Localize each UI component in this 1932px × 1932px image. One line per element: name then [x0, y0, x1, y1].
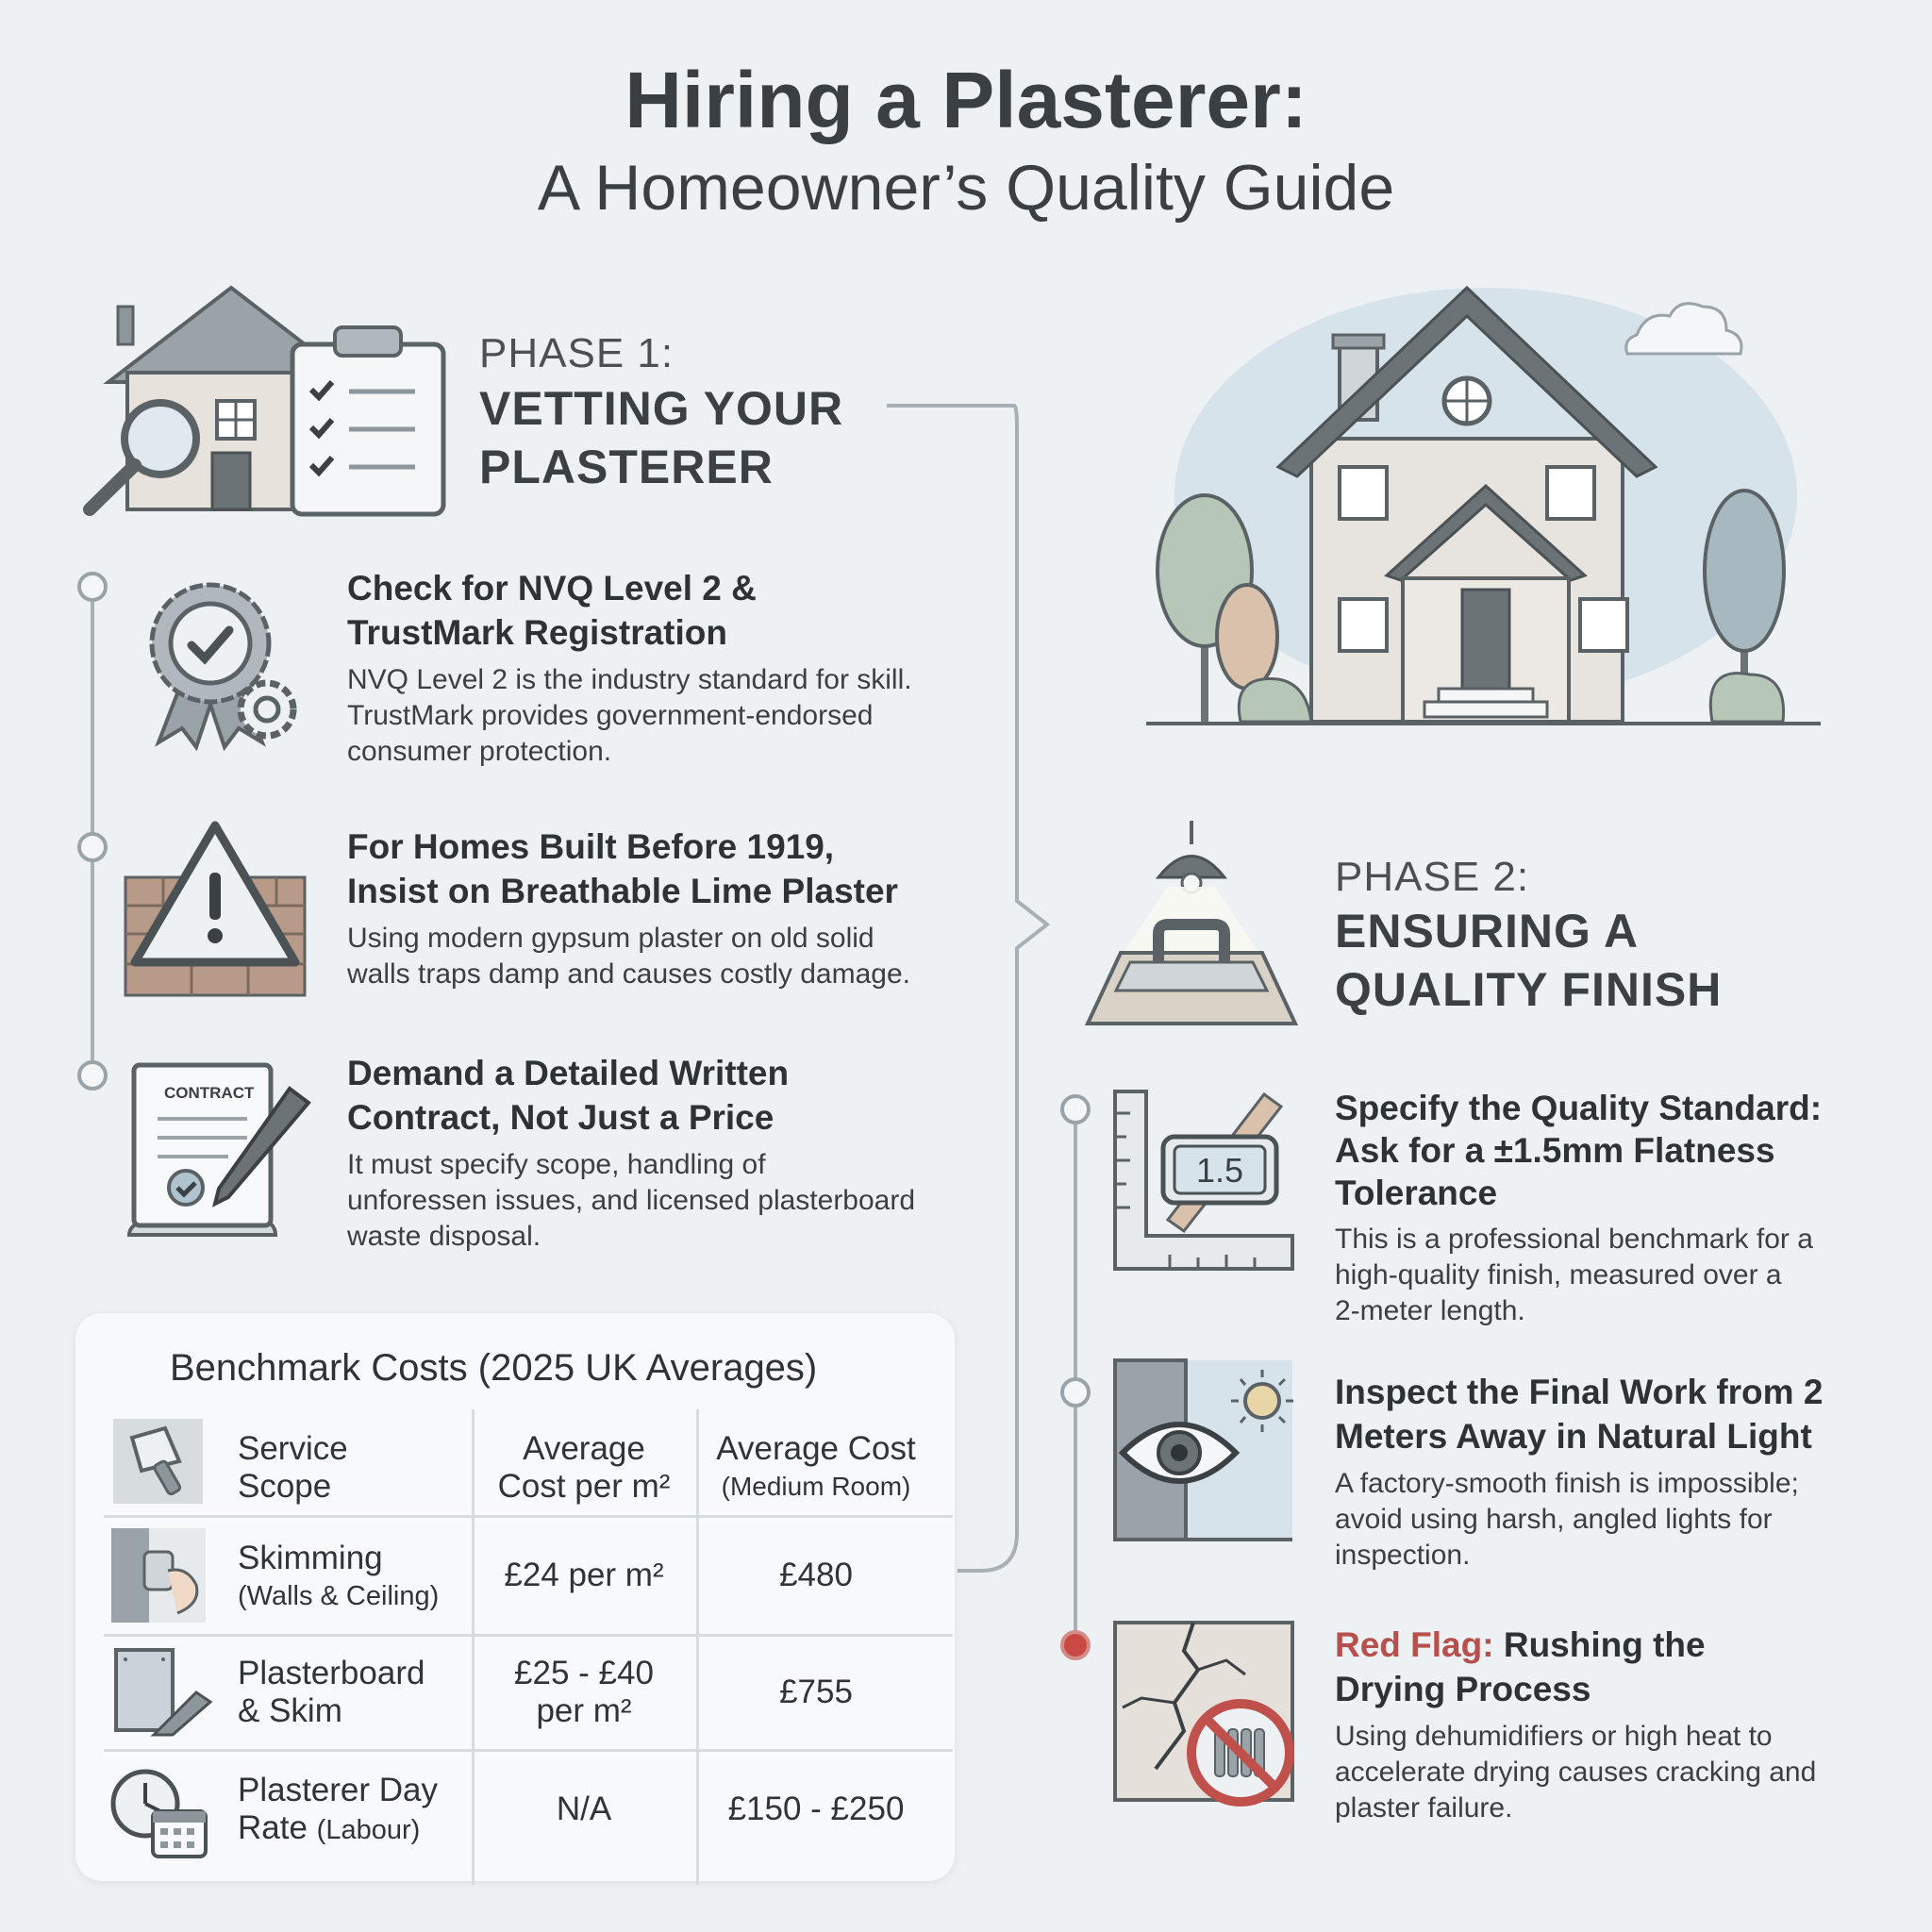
row-text: Plasterer Day	[238, 1772, 439, 1808]
row-text: per m²	[536, 1692, 632, 1729]
item-desc-line: 2-meter length.	[1335, 1295, 1525, 1326]
item-title-line: Ask for a ±1.5mm Flatness	[1335, 1131, 1775, 1170]
item-title-line: Demand a Detailed Written	[347, 1054, 790, 1092]
lamp-trowel-icon	[1083, 821, 1300, 1028]
item-title-line: Insist on Breathable Lime Plaster	[347, 872, 898, 910]
page-subtitle: A Homeowner’s Quality Guide	[537, 152, 1395, 224]
row-text: (Walls & Ceiling)	[238, 1581, 440, 1611]
phase1-title	[479, 379, 843, 496]
row-text: (Labour)	[316, 1815, 421, 1845]
item-desc-line: NVQ Level 2 is the industry standard for skill.	[347, 664, 912, 695]
phase2-title	[1335, 902, 1722, 1019]
row-text: Plasterboard	[238, 1655, 425, 1691]
timeline-dot	[77, 832, 108, 862]
cracked-wall-no-heater-icon	[1113, 1621, 1302, 1805]
item-desc-line: This is a professional benchmark for a	[1335, 1224, 1813, 1255]
item-title-line: For Homes Built Before 1919,	[347, 827, 835, 866]
row-skimming-name	[238, 1540, 439, 1615]
item-title-line: Check for NVQ Level 2 &	[347, 569, 757, 608]
item-desc-line: inspection.	[1335, 1540, 1471, 1571]
phase2-title-line2: QUALITY FINISH	[1335, 963, 1723, 1016]
item-desc-line: It must specify scope, handling of	[347, 1149, 766, 1180]
trowel-icon	[113, 1419, 208, 1504]
item-title-line: Specify the Quality Standard:	[1335, 1089, 1823, 1127]
timeline-dot	[1060, 1094, 1091, 1124]
clock-calendar-icon	[108, 1766, 211, 1860]
item-desc-line: TrustMark provides government-endorsed	[347, 700, 874, 731]
row-divider	[104, 1749, 953, 1752]
contract-pen-icon	[125, 1060, 313, 1244]
timeline-dot	[77, 572, 108, 602]
contract-label: CONTRACT	[164, 1084, 255, 1102]
row-skimming-m2: £24 per m²	[504, 1557, 664, 1593]
item-title-line: Contract, Not Just a Price	[347, 1098, 774, 1137]
phase1-item-3	[347, 1051, 989, 1255]
header-text: Service	[238, 1430, 348, 1467]
row-plasterboard-m2	[472, 1655, 696, 1730]
certified-badge-gear-icon	[140, 577, 309, 747]
row-text: Rate	[238, 1809, 317, 1846]
house-checklist-magnifier-icon	[80, 278, 458, 524]
item-desc-line: unforessen issues, and licensed plasterboard	[347, 1185, 916, 1216]
timeline-dot	[1060, 1377, 1091, 1407]
header-avg-room	[698, 1430, 934, 1506]
item-desc-line: A factory-smooth finish is impossible;	[1335, 1468, 1799, 1499]
row-text: Skimming	[238, 1540, 383, 1576]
timeline-dot	[77, 1060, 108, 1091]
row-plasterboard-name	[238, 1655, 425, 1730]
item-title-line: Tolerance	[1335, 1174, 1498, 1212]
row-divider	[104, 1515, 953, 1518]
item-desc-line: Using modern gypsum plaster on old solid	[347, 923, 874, 954]
header-service	[238, 1430, 348, 1506]
row-dayrate-room: £150 - £250	[727, 1790, 905, 1827]
row-plasterboard-room: £755	[779, 1674, 853, 1710]
phase2-title-line1: ENSURING A	[1335, 905, 1640, 958]
phase1-item-2	[347, 824, 989, 992]
phase2-item-3	[1335, 1623, 1901, 1826]
level-ruler-icon	[1113, 1090, 1302, 1274]
warning-brick-wall-icon	[125, 821, 314, 1000]
row-dayrate-name	[238, 1772, 438, 1849]
header-text: (Medium Room)	[721, 1472, 911, 1501]
item-desc-line: high-quality finish, measured over a	[1335, 1259, 1782, 1291]
item-title-line: Rushing the	[1493, 1625, 1706, 1664]
phase1-title-line2: PLASTERER	[479, 441, 774, 493]
benchmark-costs-card	[75, 1313, 955, 1881]
header-text: Average Cost	[716, 1430, 916, 1467]
item-desc-line: walls traps damp and causes costly damage.	[347, 958, 910, 990]
row-skimming-room: £480	[779, 1557, 853, 1593]
phase2-item-2	[1335, 1370, 1901, 1574]
item-desc-line: avoid using harsh, angled lights for	[1335, 1504, 1773, 1535]
plasterboard-trowel-icon	[111, 1645, 215, 1740]
phase2-kicker: PHASE 2:	[1335, 854, 1530, 900]
phase1-kicker: PHASE 1:	[479, 330, 675, 376]
item-title-line: Meters Away in Natural Light	[1335, 1417, 1812, 1456]
red-flag-label: Red Flag:	[1335, 1625, 1494, 1664]
row-dayrate-m2: N/A	[556, 1790, 612, 1827]
page-title: Hiring a Plasterer:	[625, 56, 1307, 144]
header-text: Average	[523, 1430, 645, 1467]
item-desc-line: accelerate drying causes cracking and	[1335, 1757, 1817, 1788]
skimming-hand-icon	[111, 1528, 206, 1623]
row-text: & Skim	[238, 1692, 342, 1729]
house-illustration-icon	[1146, 278, 1821, 726]
timeline-red-dot	[1060, 1630, 1091, 1660]
item-title-line: Inspect the Final Work from 2	[1335, 1373, 1824, 1411]
phase1-title-line1: VETTING YOUR	[479, 382, 844, 435]
item-desc-line: plaster failure.	[1335, 1792, 1513, 1824]
level-readout: 1.5	[1195, 1151, 1244, 1190]
phase1-item-1	[347, 566, 970, 770]
header-text: Cost per m²	[497, 1468, 671, 1505]
row-divider	[104, 1634, 953, 1637]
item-desc-line: consumer protection.	[347, 736, 612, 767]
header-text: Scope	[238, 1468, 332, 1505]
eye-sunlight-icon	[1113, 1358, 1302, 1542]
row-text: £25 - £40	[514, 1655, 654, 1691]
item-desc-line: waste disposal.	[347, 1221, 541, 1252]
header-avg-m2	[472, 1430, 696, 1506]
item-title-line: TrustMark Registration	[347, 613, 727, 652]
phase2-item-1	[1335, 1087, 1901, 1329]
costs-title: Benchmark Costs (2025 UK Averages)	[170, 1347, 818, 1389]
item-desc-line: Using dehumidifiers or high heat to	[1335, 1721, 1773, 1752]
item-title-line: Drying Process	[1335, 1670, 1591, 1708]
